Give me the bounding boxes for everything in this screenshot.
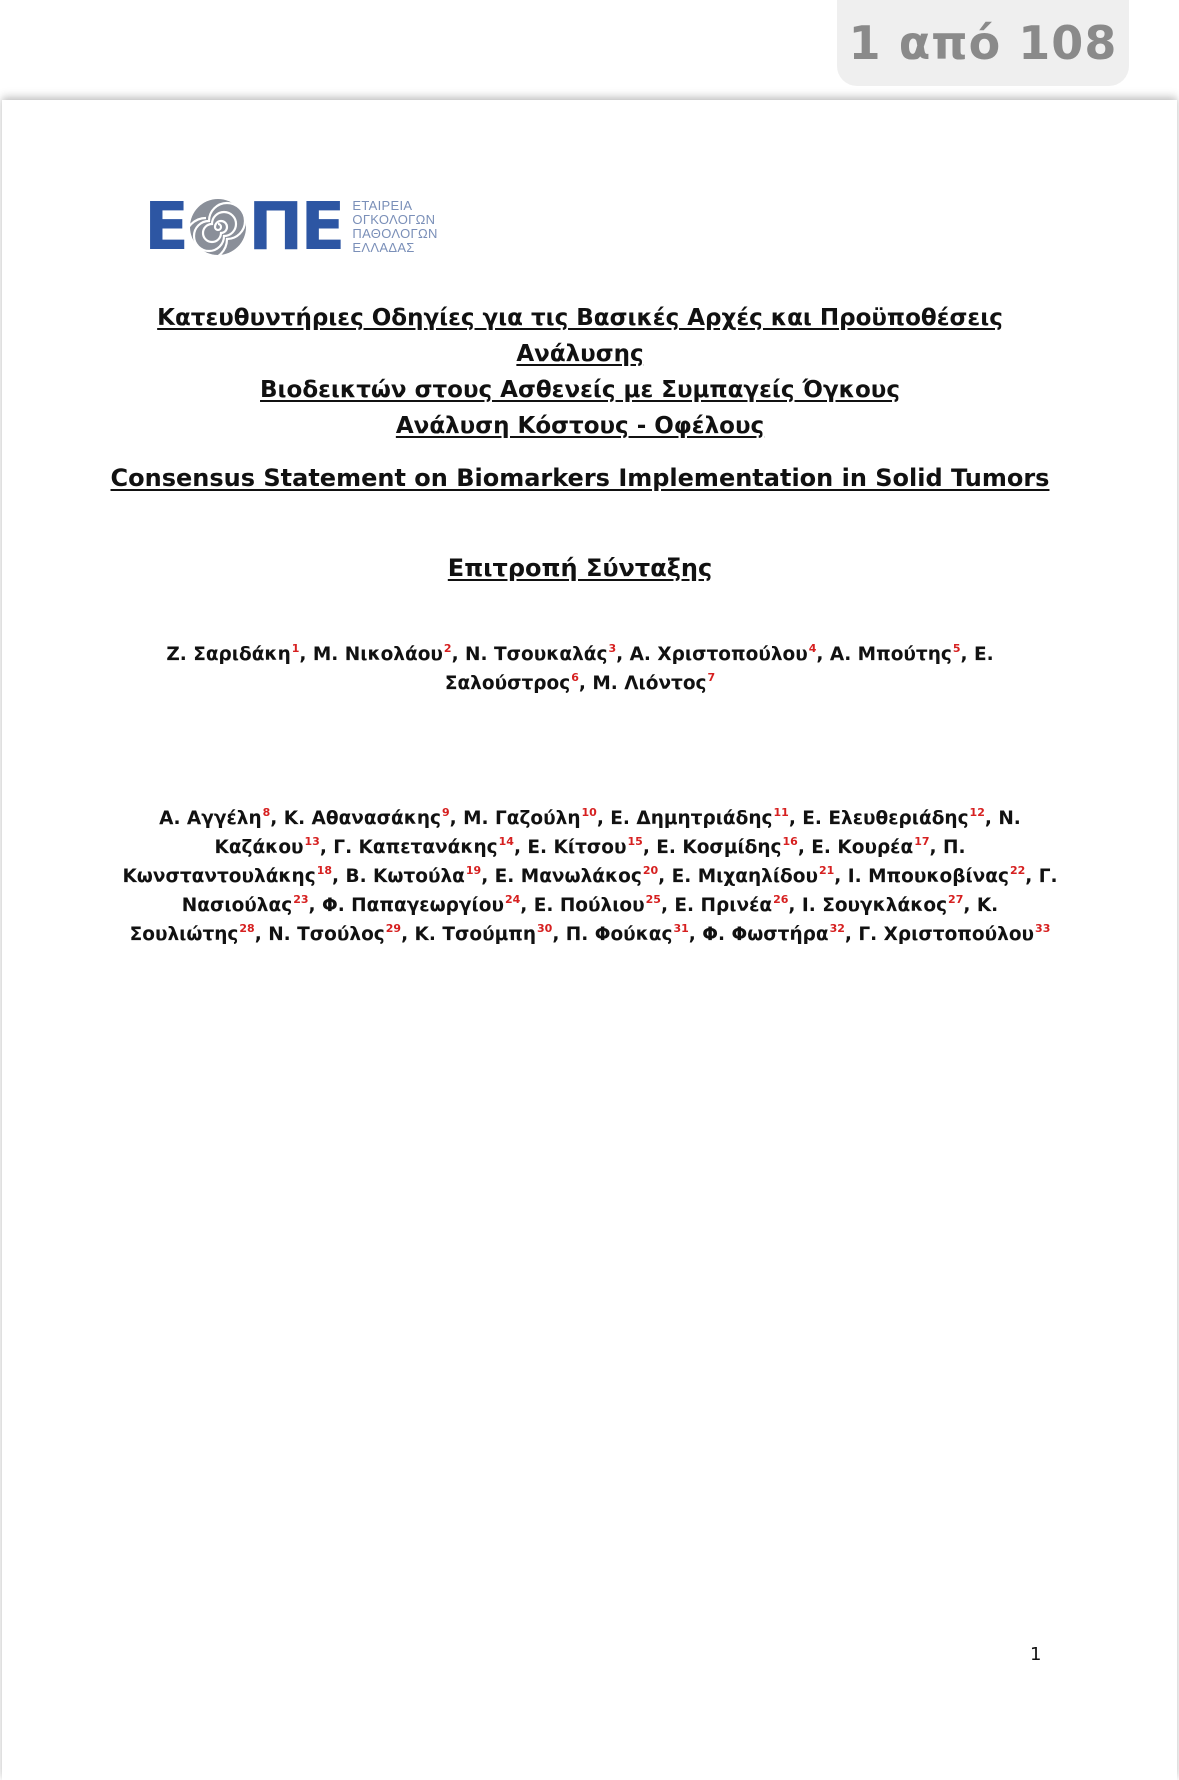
logo-tagline-line: ΕΛΛΑΔΑΣ	[352, 240, 415, 255]
author-affiliation: 23	[293, 893, 309, 906]
author-affiliation: 11	[773, 806, 789, 819]
author-entry	[463, 808, 597, 829]
author-entry	[672, 866, 835, 887]
author-entry	[592, 673, 715, 694]
eope-logo	[144, 188, 438, 265]
logo-tagline-line: ΠΑΘΟΛΟΓΩΝ	[352, 226, 438, 241]
author-affiliation: 5	[952, 642, 961, 655]
logo-letters-right: ΠΕ	[248, 188, 343, 265]
author-affiliation: 2	[443, 642, 452, 655]
author-name: Ε. Σαλούστρος	[444, 644, 994, 694]
author-name: Γ. Καπετανάκης	[333, 837, 498, 858]
author-affiliation: 25	[645, 893, 661, 906]
author-name: Ε. Πούλιου	[533, 895, 645, 916]
author-name: Μ. Νικολάου	[312, 644, 443, 665]
author-entry	[313, 644, 452, 665]
spiral-icon	[188, 197, 248, 257]
author-affiliation: 16	[782, 835, 798, 848]
author-entry	[802, 895, 964, 916]
author-name: Γ. Νασιούλας	[181, 866, 1058, 916]
author-affiliation: 24	[504, 893, 521, 906]
authors-main: Ζ. Σαριδάκη$^1$, Μ. Νικολάου$^2$, Ν. Τσουκαλάς$^3$, Α. Χριστοπούλου$^4$, Α. Μπούτης$^5$, Ε. Σαλούστρος$^6$, Μ. Λιόντος$^7$	[166, 642, 994, 694]
author-name: Α. Χριστοπούλου	[629, 644, 808, 665]
author-affiliation: 17	[914, 835, 930, 848]
author-affiliation: 13	[304, 835, 320, 848]
title-greek-line: Κατευθυντήριες Οδηγίες για τις Βασικές Αρχές και Προϋποθέσεις Ανάλυσης	[157, 305, 1003, 367]
author-entry	[166, 644, 299, 665]
author-affiliation: 4	[808, 642, 817, 655]
page-number: 1	[1030, 1644, 1042, 1665]
author-name: Ν. Καζάκου	[214, 808, 1021, 858]
author-name: Α. Αγγέλη	[159, 808, 262, 829]
author-affiliation: 30	[537, 922, 553, 935]
author-name: Ε. Ελευθεριάδης	[802, 808, 969, 829]
author-affiliation: 9	[442, 806, 450, 819]
logo-tagline	[352, 199, 437, 255]
author-entry	[465, 644, 616, 665]
author-name: Ε. Μανωλάκος	[494, 866, 642, 887]
author-name: Φ. Φωστήρα	[702, 924, 829, 945]
author-name: Κ. Τσούμπη	[414, 924, 536, 945]
author-name: Ν. Τσούλος	[268, 924, 385, 945]
author-entry	[811, 837, 929, 858]
author-name: Κ. Σουλιώτης	[129, 895, 999, 945]
author-name: Φ. Παπαγεωργίου	[321, 895, 504, 916]
author-affiliation: 3	[608, 642, 617, 655]
author-affiliation: 14	[498, 835, 514, 848]
page-counter: 1 από 108	[837, 0, 1129, 86]
author-entry	[268, 924, 401, 945]
author-affiliation: 26	[773, 893, 789, 906]
author-entry	[534, 895, 661, 916]
author-entry	[566, 924, 689, 945]
author-name: Ε. Πρινέα	[674, 895, 773, 916]
author-name: Μ. Γαζούλη	[463, 808, 581, 829]
author-affiliation: 18	[316, 864, 332, 877]
author-entry	[322, 895, 520, 916]
author-affiliation: 7	[707, 671, 716, 684]
author-affiliation: 6	[571, 671, 579, 684]
author-entry	[848, 866, 1026, 887]
author-name: Ε. Δημητριάδης	[610, 808, 773, 829]
author-name: Π. Φούκας	[565, 924, 673, 945]
author-entry	[610, 808, 789, 829]
logo-mark	[144, 188, 343, 265]
author-affiliation: 27	[948, 893, 964, 906]
author-affiliation: 1	[291, 642, 300, 655]
author-entry	[527, 837, 642, 858]
author-entry	[674, 895, 788, 916]
author-name: Κ. Αθανασάκης	[283, 808, 441, 829]
author-name: Ι. Σουγκλάκος	[801, 895, 948, 916]
author-entry	[702, 924, 845, 945]
author-entry	[858, 924, 1050, 945]
author-entry	[630, 644, 817, 665]
author-entry	[415, 924, 553, 945]
author-affiliation: 8	[262, 806, 271, 819]
author-affiliation: 20	[642, 864, 659, 877]
author-entry	[284, 808, 450, 829]
author-name: Π. Κωνσταντουλάκης	[122, 837, 966, 887]
author-name: Ε. Κοσμίδης	[656, 837, 782, 858]
author-name: Α. Μπούτης	[829, 644, 952, 665]
authors-contributors: Α. Αγγέλη$^8$, Κ. Αθανασάκης$^9$, Μ. Γαζούλη$^{10}$, Ε. Δημητριάδης$^{11}$, Ε. Ελευθεριάδης$^{12}$, Ν. Καζάκου$^{13}$, Γ. Καπετανάκης$^{14}$, Ε. Κίτσου$^{15}$, Ε. Κοσμίδης$^{16}$, Ε. Κουρέα$^{17}$, Π. Κωνσταντουλάκης$^{18}$, Β. Κωτούλα$^{19}$, Ε. Μανωλάκος$^{20}$, Ε. Μιχαηλίδου$^{21}$, Ι. Μπουκοβίνας$^{22}$, Γ. Νασιούλας$^{23}$, Φ. Παπαγεωργίου$^{24}$, Ε. Πούλιου$^{25}$, Ε. Πρινέα$^{26}$, Ι. Σουγκλάκος$^{27}$, Κ. Σουλιώτης$^{28}$, Ν. Τσούλος$^{29}$, Κ. Τσούμπη$^{30}$, Π. Φούκας$^{31}$, Φ. Φωστήρα$^{32}$, Γ. Χριστοπούλου$^{33}$	[122, 806, 1058, 945]
logo-letters-left: Ε	[144, 188, 187, 265]
author-name: Ζ. Σαριδάκη	[166, 644, 291, 665]
title-greek-line: Βιοδεικτών στους Ασθενείς με Συμπαγείς Όγκους	[260, 377, 900, 403]
committee-heading: Επιτροπή Σύνταξης	[447, 554, 713, 582]
title-greek-line: Ανάλυση Κόστους - Οφέλους	[395, 413, 765, 439]
author-affiliation: 32	[829, 922, 845, 935]
author-entry	[830, 644, 961, 665]
author-affiliation: 12	[969, 806, 985, 819]
author-name: Β. Κωτούλα	[345, 866, 465, 887]
author-affiliation: 28	[239, 922, 255, 935]
author-affiliation: 15	[627, 835, 643, 848]
author-affiliation: 31	[673, 922, 689, 935]
author-entry	[333, 837, 514, 858]
author-name: Γ. Χριστοπούλου	[858, 924, 1035, 945]
author-affiliation: 19	[465, 864, 482, 877]
author-affiliation: 33	[1035, 922, 1051, 935]
author-name: Μ. Λιόντος	[592, 673, 707, 694]
author-affiliation: 29	[385, 922, 402, 935]
logo-tagline-line: ΕΤΑΙΡΕΙΑ	[352, 198, 413, 213]
author-entry	[345, 866, 481, 887]
author-entry	[802, 808, 985, 829]
author-name: Ι. Μπουκοβίνας	[847, 866, 1009, 887]
author-entry	[159, 808, 270, 829]
author-entry	[656, 837, 798, 858]
author-affiliation: 21	[818, 864, 835, 877]
author-name: Ε. Μιχαηλίδου	[671, 866, 818, 887]
author-affiliation: 10	[581, 806, 597, 819]
author-name: Ν. Τσουκαλάς	[465, 644, 608, 665]
author-affiliation: 22	[1009, 864, 1026, 877]
logo-tagline-line: ΟΓΚΟΛΟΓΩΝ	[352, 212, 436, 227]
author-entry	[495, 866, 658, 887]
title-english: Consensus Statement on Biomarkers Implementation in Solid Tumors	[110, 464, 1050, 492]
title-greek	[110, 300, 1050, 444]
author-name: Ε. Κίτσου	[527, 837, 627, 858]
author-name: Ε. Κουρέα	[811, 837, 914, 858]
